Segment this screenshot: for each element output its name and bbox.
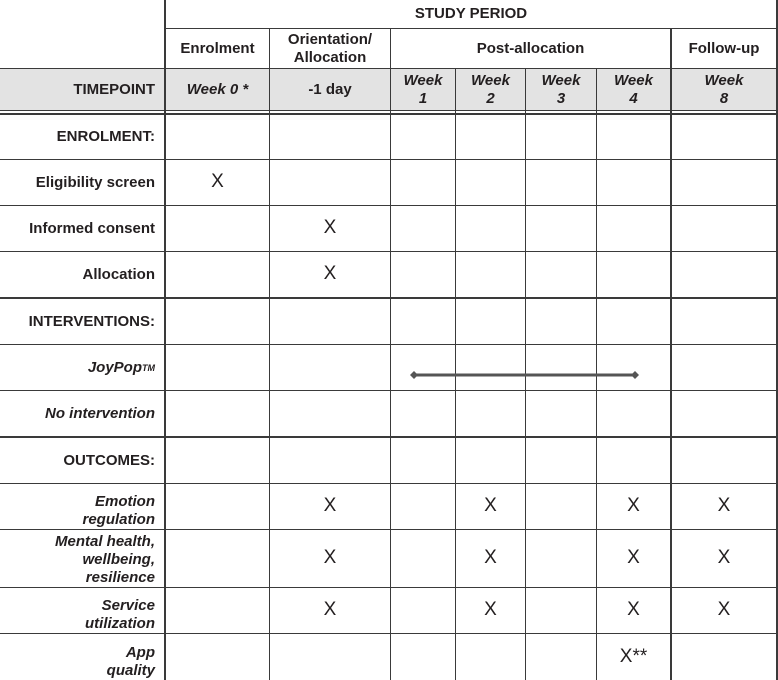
row-no-intervention: No intervention [44,404,155,422]
row-service-line1: Service [101,597,155,614]
timepoint-week-4-number: 4 [629,89,638,107]
timepoint-week-2-label: Week [471,71,510,89]
row-eligibility-screen: Eligibility screen [35,173,155,191]
mark-service-week8: X [717,599,731,621]
row-informed-consent: Informed consent [29,219,155,237]
mark-emotion-week4: X [627,495,640,517]
mark-service-week4: X [627,599,640,621]
mark-eligibility-week0: X [211,171,224,193]
phase-enrolment: Enrolment [180,39,255,57]
section-interventions: INTERVENTIONS: [28,312,155,330]
row-joypop: JoyPop TM [87,358,155,376]
timepoint-week-1-number: 1 [418,89,428,107]
mark-service-week2: X [484,599,497,621]
timepoint-week-8-label: Week [704,71,744,89]
mark-mental-minus1: X [323,547,337,569]
joypop-start-diamond [410,371,418,379]
phase-post-allocation: Post-allocation [476,39,585,57]
mark-emotion-week2: X [484,495,497,517]
row-mental-line3: resilience [85,569,155,586]
mark-emotion-minus1: X [323,495,337,517]
joypop-end-diamond [631,371,639,379]
phase-orientation-line1: Orientation/ [287,30,373,48]
timepoint-week-2-number: 2 [486,89,495,107]
timepoint-minus-1-day: -1 day [308,80,352,98]
mark-emotion-week8: X [717,495,731,517]
mark-allocation-minus1: X [323,263,337,285]
section-enrolment: ENROLMENT: [56,128,155,145]
mark-consent-minus1: X [323,217,337,239]
row-mental-line2: wellbeing, [82,551,155,568]
mark-app-quality-week4: X** [619,645,648,667]
timepoint-week-1-label: Week [403,71,443,89]
timepoint-label: TIMEPOINT [73,80,155,98]
mark-service-minus1: X [323,599,337,621]
study-period-heading: STUDY PERIOD [414,5,528,22]
timepoint-week-3-label: Week [541,71,581,89]
row-app-line2: quality [106,662,155,679]
row-app-line1: App [125,644,155,661]
mark-mental-week4: X [627,547,640,569]
section-outcomes: OUTCOMES: [63,451,155,469]
row-emotion-line1: Emotion [95,493,155,510]
phase-orientation-line2: Allocation [293,48,367,66]
mark-mental-week8: X [717,547,731,569]
timepoint-week-3-number: 3 [556,89,566,107]
phase-follow-up: Follow-up [688,39,760,57]
row-mental-line1: Mental health, [54,533,155,550]
timepoint-week-4-label: Week [614,71,653,89]
timepoint-week-8-number: 8 [719,89,729,107]
row-joypop-label: JoyPop [87,358,142,376]
row-service-line2: utilization [85,615,155,632]
row-emotion-line2: regulation [82,511,155,528]
mark-mental-week2: X [484,547,497,569]
row-allocation: Allocation [82,265,155,283]
timepoint-week-0: Week 0 * [186,80,249,98]
